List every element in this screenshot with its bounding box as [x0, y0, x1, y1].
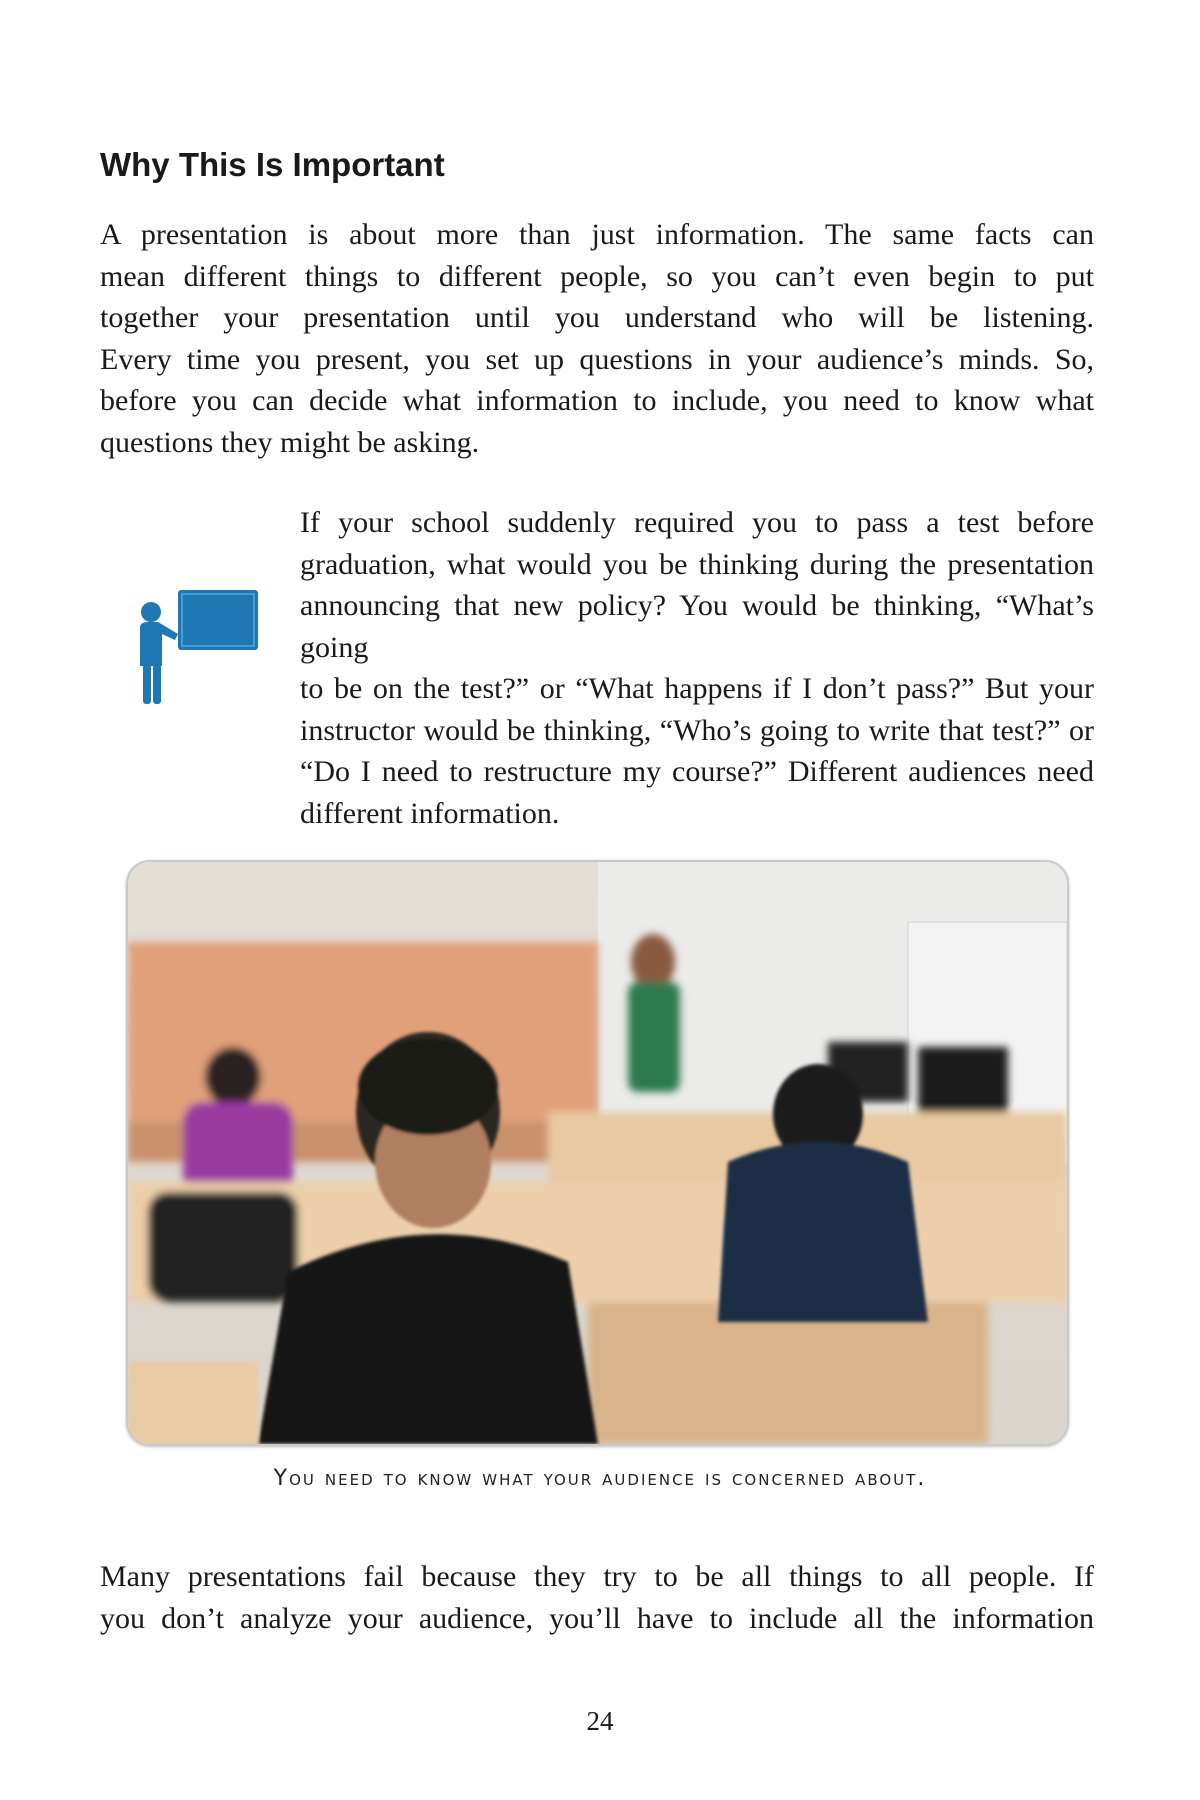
- photo-caption: You need to know what your audience is concerned about.: [273, 1466, 927, 1491]
- text-line: you don’t analyze your audience, you’ll have to include all the information: [100, 1601, 1094, 1635]
- text-line: different information.: [300, 796, 560, 830]
- text-line: A presentation is about more than just information. The same facts can: [100, 218, 1094, 251]
- text-line: Every time you present, you set up questions in your audience’s minds. So,: [100, 342, 1094, 376]
- text-line: Many presentations fail because they try to be all things to all people. If: [100, 1560, 1094, 1593]
- text-line: before you can decide what information to include, you need to know what: [100, 384, 1094, 417]
- text-line: mean different things to different people, so you can’t even begin to put: [100, 259, 1094, 293]
- text-line: graduation, what would you be thinking during the presentation: [300, 547, 1094, 581]
- section-heading: Why This Is Important: [100, 146, 445, 183]
- callout-paragraph: [300, 502, 1094, 834]
- text-line: announcing that new policy? You would be thinking, “What’s going: [300, 589, 1094, 664]
- text-line: questions they might be asking.: [100, 425, 480, 459]
- text-line: instructor would be thinking, “Who’s going to write that test?” or: [300, 713, 1094, 747]
- text-line: to be on the test?” or “What happens if I don’t pass?” But your: [300, 672, 1094, 705]
- text-line: “Do I need to restructure my course?” Different audiences need: [300, 755, 1094, 788]
- text-line: If your school suddenly required you to pass a test before: [300, 506, 1094, 539]
- classroom-photo: [126, 860, 1069, 1446]
- intro-paragraph: [100, 214, 1094, 463]
- page-number: 24: [586, 1706, 614, 1736]
- teacher-at-board-icon: [138, 588, 260, 706]
- text-line: together your presentation until you understand who will be listening.: [100, 301, 1094, 334]
- closing-paragraph: [100, 1556, 1094, 1639]
